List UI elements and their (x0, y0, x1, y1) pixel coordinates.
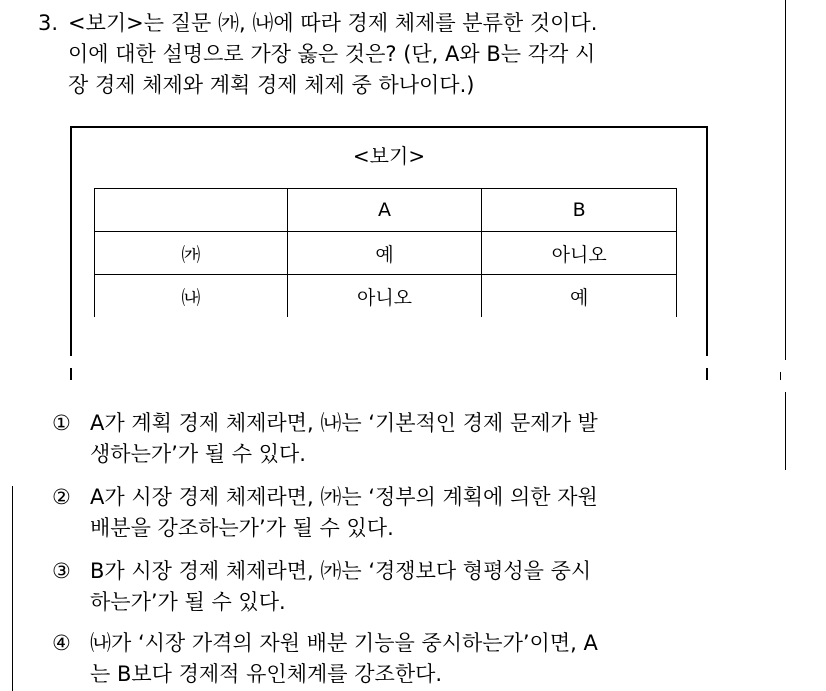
choice-text-line: ㈏가 ‘시장 가격의 자원 배분 기능을 중시하는가’이면, A (90, 631, 598, 655)
bogi-box (70, 126, 708, 356)
table-cell: 예 (482, 275, 677, 318)
choice-text-line: 하는가’가 될 수 있다. (90, 590, 286, 614)
table-cell: 아니오 (482, 232, 677, 275)
choice-text-line: A가 시장 경제 체제라면, ㈎는 ‘정부의 계획에 의한 자원 (90, 485, 598, 509)
choice-text-line: 는 B보다 경제적 유인체계를 강조한다. (90, 662, 443, 686)
choice-marker: ② (52, 485, 71, 509)
table-header-cell: A (287, 189, 482, 232)
choice-text-line: B가 시장 경제 체제라면, ㈎는 ‘경쟁보다 형평성을 중시 (90, 559, 592, 583)
table-cell: ㈏ (95, 275, 288, 318)
choice-marker: ① (52, 411, 71, 435)
choice-marker: ③ (52, 559, 71, 583)
table-header-cell (95, 189, 288, 232)
table-cell: ㈎ (95, 232, 288, 275)
table-header-cell: B (482, 189, 677, 232)
box-corner-tick (706, 368, 708, 380)
question-number: 3. (38, 11, 59, 35)
classification-table (94, 188, 677, 317)
choice-text-line: A가 계획 경제 체제라면, ㈏는 ‘기본적인 경제 문제가 발 (90, 411, 598, 435)
question-line: 이에 대한 설명으로 가장 옳은 것은? (단, A와 B는 각각 시 (68, 42, 596, 66)
box-corner-tick (70, 368, 72, 380)
table-cell: 예 (287, 232, 482, 275)
question-line: <보기>는 질문 ㈎, ㈏에 따라 경제 체제를 분류한 것이다. (68, 11, 598, 35)
column-divider (785, 392, 786, 470)
table-header-row (95, 189, 677, 232)
table-cell: 아니오 (287, 275, 482, 318)
choice-marker: ④ (52, 631, 71, 655)
bogi-title: <보기> (352, 144, 426, 168)
table-row (95, 275, 677, 318)
choice-text-line: 배분을 강조하는가’가 될 수 있다. (90, 516, 394, 540)
column-divider (12, 486, 13, 691)
column-divider (785, 0, 786, 360)
column-tick (780, 372, 781, 380)
question-line: 장 경제 체제와 계획 경제 체제 중 하나이다.) (68, 73, 475, 97)
choice-text-line: 생하는가’가 될 수 있다. (90, 442, 306, 466)
table-row (95, 232, 677, 275)
